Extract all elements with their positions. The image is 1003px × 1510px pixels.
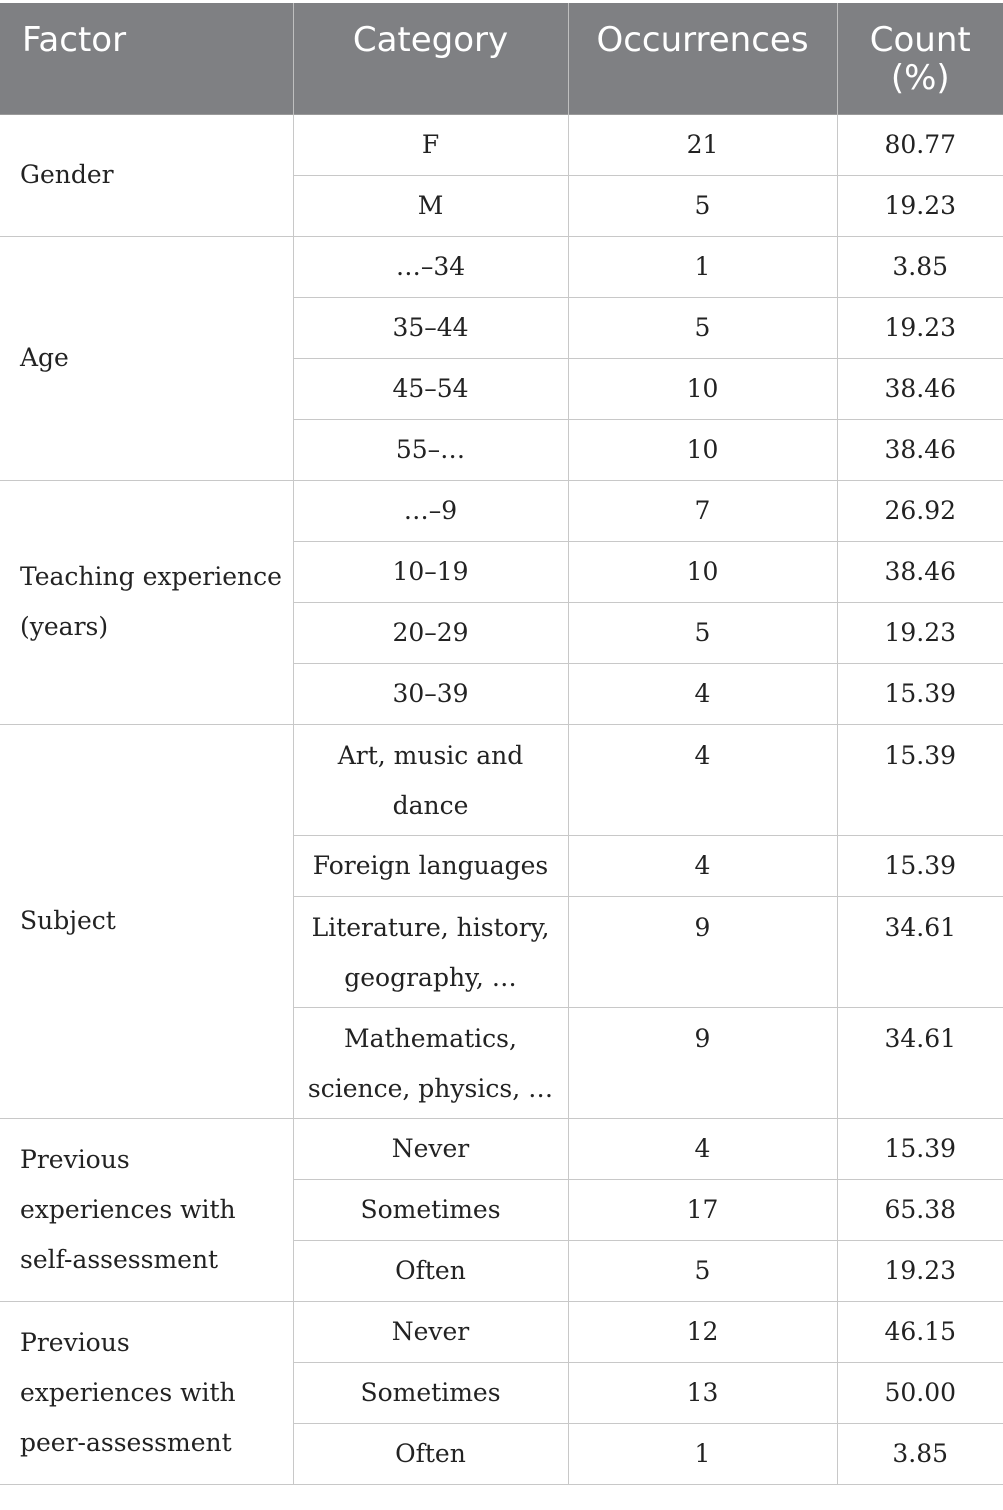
occurrences-cell: 10 bbox=[568, 419, 837, 480]
occurrences-cell: 10 bbox=[568, 358, 837, 419]
category-cell: 45–54 bbox=[293, 358, 568, 419]
occurrences-cell: 9 bbox=[568, 896, 837, 1007]
table-body bbox=[0, 114, 1003, 1484]
category-cell: Art, music and dance bbox=[293, 724, 568, 835]
table-row bbox=[0, 1301, 1003, 1362]
occurrences-cell: 5 bbox=[568, 1240, 837, 1301]
table-row bbox=[0, 480, 1003, 541]
count-cell: 34.61 bbox=[837, 1007, 1003, 1118]
header-occurrences: Occurrences bbox=[568, 3, 837, 114]
header-row bbox=[0, 3, 1003, 114]
category-cell: Often bbox=[293, 1240, 568, 1301]
occurrences-cell: 5 bbox=[568, 602, 837, 663]
count-cell: 3.85 bbox=[837, 1423, 1003, 1484]
category-cell: F bbox=[293, 114, 568, 175]
category-cell: …–34 bbox=[293, 236, 568, 297]
count-cell: 38.46 bbox=[837, 358, 1003, 419]
count-cell: 50.00 bbox=[837, 1362, 1003, 1423]
occurrences-cell: 1 bbox=[568, 1423, 837, 1484]
occurrences-cell: 9 bbox=[568, 1007, 837, 1118]
occurrences-cell: 12 bbox=[568, 1301, 837, 1362]
count-cell: 38.46 bbox=[837, 419, 1003, 480]
count-cell: 15.39 bbox=[837, 835, 1003, 896]
category-cell: M bbox=[293, 175, 568, 236]
table-row bbox=[0, 724, 1003, 835]
category-cell: Literature, history, geography, … bbox=[293, 896, 568, 1007]
category-cell: Foreign languages bbox=[293, 835, 568, 896]
category-cell: Never bbox=[293, 1118, 568, 1179]
header-category: Category bbox=[293, 3, 568, 114]
occurrences-cell: 5 bbox=[568, 297, 837, 358]
count-cell: 3.85 bbox=[837, 236, 1003, 297]
count-cell: 15.39 bbox=[837, 663, 1003, 724]
table-row bbox=[0, 236, 1003, 297]
count-cell: 38.46 bbox=[837, 541, 1003, 602]
factor-cell-subject: Subject bbox=[0, 724, 293, 1118]
category-cell: 35–44 bbox=[293, 297, 568, 358]
occurrences-cell: 1 bbox=[568, 236, 837, 297]
table-header bbox=[0, 3, 1003, 114]
category-cell: Mathematics, science, physics, … bbox=[293, 1007, 568, 1118]
count-cell: 19.23 bbox=[837, 602, 1003, 663]
count-cell: 19.23 bbox=[837, 175, 1003, 236]
category-cell: 20–29 bbox=[293, 602, 568, 663]
count-cell: 80.77 bbox=[837, 114, 1003, 175]
factor-cell-peer-assessment: Previous experiences with peer-assessment bbox=[0, 1301, 293, 1484]
count-cell: 19.23 bbox=[837, 297, 1003, 358]
occurrences-cell: 17 bbox=[568, 1179, 837, 1240]
occurrences-cell: 7 bbox=[568, 480, 837, 541]
factor-cell-teaching-experience: Teaching experience (years) bbox=[0, 480, 293, 724]
factor-cell-gender: Gender bbox=[0, 114, 293, 236]
occurrences-cell: 4 bbox=[568, 724, 837, 835]
occurrences-cell: 5 bbox=[568, 175, 837, 236]
table-row bbox=[0, 1118, 1003, 1179]
factor-cell-self-assessment: Previous experiences with self-assessment bbox=[0, 1118, 293, 1301]
header-factor: Factor bbox=[0, 3, 293, 114]
occurrences-cell: 4 bbox=[568, 835, 837, 896]
category-cell: Never bbox=[293, 1301, 568, 1362]
category-cell: 10–19 bbox=[293, 541, 568, 602]
category-cell: Sometimes bbox=[293, 1362, 568, 1423]
category-cell: Sometimes bbox=[293, 1179, 568, 1240]
occurrences-cell: 4 bbox=[568, 1118, 837, 1179]
occurrences-cell: 4 bbox=[568, 663, 837, 724]
occurrences-cell: 13 bbox=[568, 1362, 837, 1423]
count-cell: 46.15 bbox=[837, 1301, 1003, 1362]
occurrences-cell: 21 bbox=[568, 114, 837, 175]
category-cell: …–9 bbox=[293, 480, 568, 541]
count-cell: 15.39 bbox=[837, 1118, 1003, 1179]
table-row bbox=[0, 114, 1003, 175]
count-cell: 65.38 bbox=[837, 1179, 1003, 1240]
count-cell: 19.23 bbox=[837, 1240, 1003, 1301]
count-cell: 26.92 bbox=[837, 480, 1003, 541]
occurrences-cell: 10 bbox=[568, 541, 837, 602]
category-cell: Often bbox=[293, 1423, 568, 1484]
demographics-table bbox=[0, 3, 1003, 1485]
count-cell: 34.61 bbox=[837, 896, 1003, 1007]
factor-cell-age: Age bbox=[0, 236, 293, 480]
header-count: Count (%) bbox=[837, 3, 1003, 114]
category-cell: 30–39 bbox=[293, 663, 568, 724]
category-cell: 55–… bbox=[293, 419, 568, 480]
count-cell: 15.39 bbox=[837, 724, 1003, 835]
